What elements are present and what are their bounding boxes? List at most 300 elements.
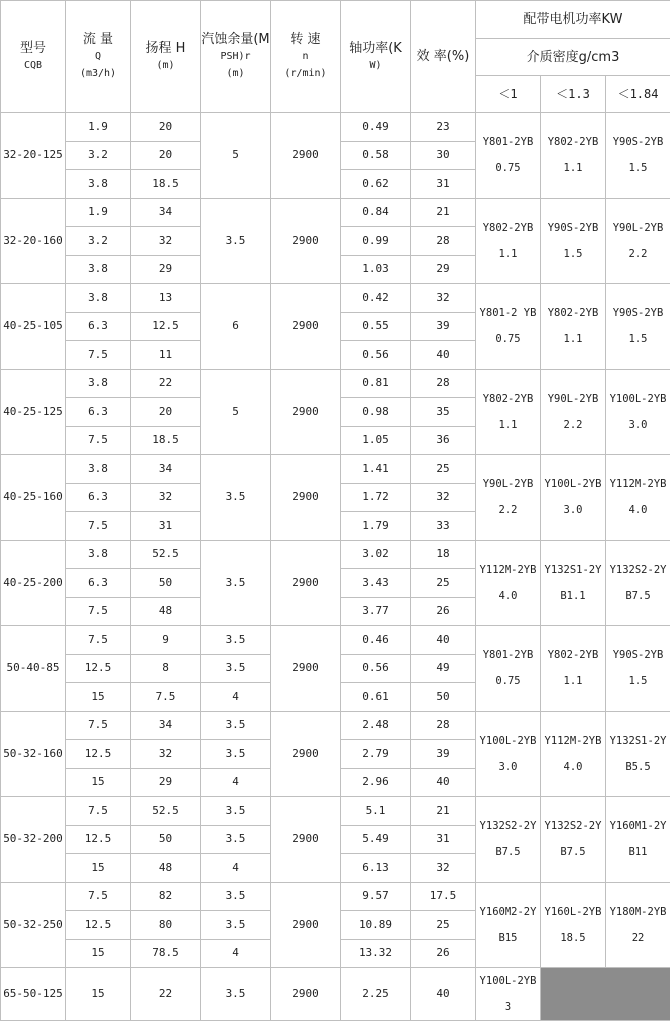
speed-cell: 2900 — [271, 797, 341, 883]
shaft-power-cell: 0.62 — [341, 170, 411, 199]
shaft-power-cell: 0.55 — [341, 312, 411, 341]
header-flow-symbol: Q — [94, 51, 102, 62]
model-cell: 50-32-200 — [1, 797, 66, 883]
efficiency-cell: 40 — [411, 341, 476, 370]
flow-cell: 12.5 — [66, 825, 131, 854]
npsh-cell: 4 — [201, 768, 271, 797]
efficiency-cell: 18 — [411, 540, 476, 569]
head-cell: 48 — [131, 597, 201, 626]
npsh-cell: 4 — [201, 939, 271, 968]
header-speed — [271, 1, 341, 113]
motor-power-value: 3 — [504, 1001, 512, 1013]
shaft-power-cell: 1.05 — [341, 426, 411, 455]
speed-cell: 2900 — [271, 540, 341, 626]
motor-power-value: 1.1 — [563, 333, 583, 346]
motor-cell — [541, 369, 606, 455]
motor-cell — [606, 113, 670, 199]
npsh-cell: 3.5 — [201, 882, 271, 911]
motor-cell — [541, 455, 606, 541]
shaft-power-cell: 0.84 — [341, 198, 411, 227]
shaft-power-cell: 3.77 — [341, 597, 411, 626]
head-cell: 80 — [131, 911, 201, 940]
motor-power-value: 4.0 — [498, 589, 518, 602]
motor-cell — [541, 711, 606, 797]
npsh-cell: 5 — [201, 113, 271, 199]
motor-model: Y802-2YB — [547, 307, 599, 320]
header-npsh-sub: PSH)r — [220, 51, 251, 62]
motor-model: Y180M-2YB — [609, 905, 667, 918]
motor-power-value: B5.5 — [625, 760, 651, 773]
motor-cell — [606, 455, 670, 541]
header-efficiency — [411, 1, 476, 113]
shaft-power-cell: 0.46 — [341, 626, 411, 655]
speed-cell: 2900 — [271, 369, 341, 455]
efficiency-cell: 28 — [411, 711, 476, 740]
efficiency-cell: 31 — [411, 170, 476, 199]
motor-power-value: B7.5 — [625, 589, 651, 602]
head-cell: 7.5 — [131, 683, 201, 712]
motor-power-value: B15 — [498, 931, 518, 944]
shaft-power-cell: 1.72 — [341, 483, 411, 512]
motor-model: Y160L-2YB — [544, 905, 602, 918]
efficiency-cell: 50 — [411, 683, 476, 712]
head-cell: 13 — [131, 284, 201, 313]
header-head-unit: (m) — [156, 59, 175, 71]
motor-model: Y90L-2YB — [482, 478, 534, 491]
header-npsh-unit: (m) — [226, 68, 245, 79]
speed-cell: 2900 — [271, 198, 341, 284]
motor-power-value: 1.1 — [498, 418, 518, 431]
motor-power-value: 1.5 — [563, 247, 583, 260]
motor-cell — [606, 198, 670, 284]
flow-cell: 12.5 — [66, 654, 131, 683]
motor-cell — [541, 797, 606, 883]
efficiency-cell: 26 — [411, 597, 476, 626]
speed-cell: 2900 — [271, 626, 341, 712]
npsh-cell: 4 — [201, 854, 271, 883]
flow-cell: 7.5 — [66, 512, 131, 541]
shaft-power-cell: 13.32 — [341, 939, 411, 968]
head-cell: 34 — [131, 455, 201, 484]
header-flow-unit: (m3/h) — [79, 68, 117, 79]
motor-power-value: 1.1 — [498, 247, 518, 260]
model-cell: 50-40-85 — [1, 626, 66, 712]
motor-power-value: 3.0 — [498, 760, 518, 773]
efficiency-cell: 28 — [411, 369, 476, 398]
motor-cell — [541, 113, 606, 199]
motor-model: Y90L-2YB — [547, 392, 599, 405]
motor-cell — [476, 882, 541, 968]
motor-cell — [541, 198, 606, 284]
motor-cell — [476, 198, 541, 284]
efficiency-cell: 30 — [411, 141, 476, 170]
npsh-cell: 3.5 — [201, 740, 271, 769]
efficiency-cell: 33 — [411, 512, 476, 541]
flow-cell: 3.2 — [66, 227, 131, 256]
motor-model: Y100L-2YB — [479, 734, 537, 747]
motor-model: Y100L-2YB — [609, 392, 667, 405]
motor-model: Y90S-2YB — [547, 221, 599, 234]
motor-power-value: 0.75 — [495, 675, 521, 688]
motor-model: Y801-2 YB — [479, 307, 537, 320]
motor-power-value: B7.5 — [495, 846, 521, 859]
flow-cell: 3.8 — [66, 284, 131, 313]
motor-model: Y802-2YB — [547, 649, 599, 662]
npsh-cell: 3.5 — [201, 968, 271, 1021]
head-cell: 34 — [131, 711, 201, 740]
motor-cell — [541, 882, 606, 968]
npsh-cell: 5 — [201, 369, 271, 455]
head-cell: 22 — [131, 369, 201, 398]
motor-power-value: 4.0 — [628, 504, 648, 517]
model-cell: 32-20-125 — [1, 113, 66, 199]
efficiency-cell: 32 — [411, 284, 476, 313]
flow-cell: 15 — [66, 854, 131, 883]
flow-cell: 7.5 — [66, 426, 131, 455]
flow-cell: 6.3 — [66, 312, 131, 341]
shaft-power-cell: 5.1 — [341, 797, 411, 826]
motor-power-value: 1.1 — [563, 675, 583, 688]
header-head — [131, 1, 201, 113]
table-row — [1, 113, 670, 142]
motor-model: Y801-2YB — [482, 136, 534, 149]
speed-cell: 2900 — [271, 284, 341, 370]
motor-model: Y160M2-2Y — [479, 905, 537, 918]
motor-model: Y132S1-2Y — [609, 734, 667, 747]
shaft-power-cell: 0.56 — [341, 654, 411, 683]
header-model — [1, 1, 66, 113]
npsh-cell: 3.5 — [201, 911, 271, 940]
motor-cell — [606, 711, 670, 797]
motor-cell — [606, 284, 670, 370]
efficiency-cell: 31 — [411, 825, 476, 854]
head-cell: 20 — [131, 113, 201, 142]
motor-power-value: 1.5 — [628, 333, 648, 346]
npsh-cell: 3.5 — [201, 797, 271, 826]
flow-cell: 7.5 — [66, 882, 131, 911]
model-cell: 40-25-125 — [1, 369, 66, 455]
shaft-power-cell: 1.79 — [341, 512, 411, 541]
efficiency-cell: 40 — [411, 968, 476, 1021]
motor-model: Y132S2-2Y — [479, 820, 537, 833]
table-row — [1, 711, 670, 740]
efficiency-cell: 21 — [411, 797, 476, 826]
shaft-power-cell: 3.43 — [341, 569, 411, 598]
head-cell: 20 — [131, 141, 201, 170]
header-model-label: 型号 — [19, 40, 46, 56]
flow-cell: 15 — [66, 683, 131, 712]
motor-cell — [476, 626, 541, 712]
flow-cell: 3.2 — [66, 141, 131, 170]
header-flow-label: 流 量 — [82, 32, 114, 47]
motor-power-value: 0.75 — [495, 162, 521, 175]
shaft-power-cell: 0.58 — [341, 141, 411, 170]
header-density-lt-1: ＜1 — [476, 76, 541, 113]
shaft-power-cell: 0.81 — [341, 369, 411, 398]
motor-model: Y132S2-2Y — [544, 820, 602, 833]
efficiency-cell: 28 — [411, 227, 476, 256]
head-cell: 18.5 — [131, 170, 201, 199]
efficiency-cell: 32 — [411, 483, 476, 512]
shaft-power-cell: 0.99 — [341, 227, 411, 256]
motor-power-value: 4.0 — [563, 760, 583, 773]
head-cell: 9 — [131, 626, 201, 655]
head-cell: 31 — [131, 512, 201, 541]
header-density-label: 介质密度g/cm3 — [526, 49, 620, 65]
flow-cell: 15 — [66, 768, 131, 797]
table-row — [1, 369, 670, 398]
shaft-power-cell: 2.25 — [341, 968, 411, 1021]
flow-cell: 15 — [66, 939, 131, 968]
table-body — [1, 1, 670, 1021]
efficiency-cell: 25 — [411, 911, 476, 940]
head-cell: 18.5 — [131, 426, 201, 455]
header-density-lt-1-3: ＜1.3 — [541, 76, 606, 113]
efficiency-cell: 25 — [411, 569, 476, 598]
header-npsh-label: 汽蚀余量(M — [201, 32, 270, 47]
head-cell: 52.5 — [131, 797, 201, 826]
shaft-power-cell: 6.13 — [341, 854, 411, 883]
shaft-power-cell: 1.03 — [341, 255, 411, 284]
motor-power-value: 18.5 — [560, 931, 586, 944]
motor-model: Y802-2YB — [547, 136, 599, 149]
motor-cell — [476, 455, 541, 541]
model-cell: 32-20-160 — [1, 198, 66, 284]
motor-cell — [476, 711, 541, 797]
head-cell: 12.5 — [131, 312, 201, 341]
motor-model: Y802-2YB — [482, 392, 534, 405]
efficiency-cell: 36 — [411, 426, 476, 455]
flow-cell: 7.5 — [66, 626, 131, 655]
motor-cell — [606, 626, 670, 712]
efficiency-cell: 25 — [411, 455, 476, 484]
flow-cell: 3.8 — [66, 369, 131, 398]
motor-power-value: 2.2 — [628, 247, 648, 260]
efficiency-cell: 23 — [411, 113, 476, 142]
shaft-power-cell: 2.48 — [341, 711, 411, 740]
efficiency-cell: 40 — [411, 626, 476, 655]
flow-cell: 15 — [66, 968, 131, 1021]
table-row — [1, 455, 670, 484]
motor-model: Y112M-2YB — [479, 563, 537, 576]
shaft-power-cell: 5.49 — [341, 825, 411, 854]
efficiency-cell: 39 — [411, 740, 476, 769]
flow-cell: 6.3 — [66, 483, 131, 512]
motor-model: Y90L-2YB — [612, 221, 664, 234]
shaft-power-cell: 2.96 — [341, 768, 411, 797]
table-row — [1, 626, 670, 655]
flow-cell: 7.5 — [66, 341, 131, 370]
model-cell: 50-32-160 — [1, 711, 66, 797]
npsh-cell: 3.5 — [201, 654, 271, 683]
header-shaft-power — [341, 1, 411, 113]
table-row — [1, 968, 670, 1021]
efficiency-cell: 26 — [411, 939, 476, 968]
shaft-power-cell: 0.61 — [341, 683, 411, 712]
header-flow — [66, 1, 131, 113]
table-row — [1, 540, 670, 569]
motor-power-value: 2.2 — [498, 504, 518, 517]
npsh-cell: 4 — [201, 683, 271, 712]
motor-power-value: 22 — [631, 931, 645, 944]
head-cell: 52.5 — [131, 540, 201, 569]
motor-model: Y132S2-2Y — [609, 563, 667, 576]
head-cell: 78.5 — [131, 939, 201, 968]
motor-cell — [476, 540, 541, 626]
head-cell: 82 — [131, 882, 201, 911]
header-model-sub: CQB — [23, 59, 43, 71]
speed-cell: 2900 — [271, 882, 341, 968]
flow-cell: 3.8 — [66, 540, 131, 569]
efficiency-cell: 32 — [411, 854, 476, 883]
motor-power-value: 2.2 — [563, 418, 583, 431]
motor-model: Y112M-2YB — [544, 734, 602, 747]
motor-model: Y90S-2YB — [612, 649, 664, 662]
motor-power-value: B1.1 — [560, 589, 586, 602]
head-cell: 11 — [131, 341, 201, 370]
motor-model: Y90S-2YB — [612, 307, 664, 320]
head-cell: 34 — [131, 198, 201, 227]
npsh-cell: 3.5 — [201, 455, 271, 541]
model-cell: 50-32-250 — [1, 882, 66, 968]
flow-cell: 1.9 — [66, 198, 131, 227]
motor-model: Y801-2YB — [482, 649, 534, 662]
motor-power-value: 0.75 — [495, 333, 521, 346]
npsh-cell: 3.5 — [201, 711, 271, 740]
header-row — [1, 1, 670, 39]
motor-cell — [606, 882, 670, 968]
head-cell: 50 — [131, 825, 201, 854]
model-cell: 40-25-200 — [1, 540, 66, 626]
shaft-power-cell: 2.79 — [341, 740, 411, 769]
flow-cell: 6.3 — [66, 569, 131, 598]
npsh-cell: 3.5 — [201, 825, 271, 854]
header-speed-label: 转 速 — [290, 32, 321, 47]
flow-cell: 7.5 — [66, 797, 131, 826]
efficiency-cell: 29 — [411, 255, 476, 284]
empty-gray-cell — [541, 968, 670, 1021]
head-cell: 32 — [131, 483, 201, 512]
shaft-power-cell: 0.56 — [341, 341, 411, 370]
motor-cell — [541, 626, 606, 712]
motor-model: Y100L-2YB — [479, 975, 537, 987]
header-npsh — [201, 1, 271, 113]
head-cell: 32 — [131, 740, 201, 769]
motor-power-value: 1.5 — [628, 675, 648, 688]
head-cell: 8 — [131, 654, 201, 683]
flow-cell: 6.3 — [66, 398, 131, 427]
efficiency-cell: 49 — [411, 654, 476, 683]
motor-cell — [476, 113, 541, 199]
table-row — [1, 797, 670, 826]
motor-model: Y112M-2YB — [609, 478, 667, 491]
shaft-power-cell: 0.42 — [341, 284, 411, 313]
shaft-power-cell: 0.49 — [341, 113, 411, 142]
motor-cell — [541, 284, 606, 370]
motor-cell — [606, 540, 670, 626]
motor-power-value: 3.0 — [628, 418, 648, 431]
flow-cell: 12.5 — [66, 740, 131, 769]
flow-cell: 7.5 — [66, 597, 131, 626]
model-cell: 40-25-160 — [1, 455, 66, 541]
shaft-power-cell: 0.98 — [341, 398, 411, 427]
model-cell: 40-25-105 — [1, 284, 66, 370]
shaft-power-cell: 1.41 — [341, 455, 411, 484]
motor-power-value: 1.1 — [563, 162, 583, 175]
motor-cell — [541, 540, 606, 626]
head-cell: 29 — [131, 768, 201, 797]
header-motor-power — [476, 1, 670, 39]
shaft-power-cell: 10.89 — [341, 911, 411, 940]
shaft-power-cell: 3.02 — [341, 540, 411, 569]
flow-cell: 12.5 — [66, 911, 131, 940]
motor-power-value: 3.0 — [563, 504, 583, 517]
table-row — [1, 284, 670, 313]
header-motor-power-label: 配带电机功率KW — [523, 12, 623, 27]
head-cell: 22 — [131, 968, 201, 1021]
motor-power-value: B7.5 — [560, 846, 586, 859]
header-shaft-power-unit: W) — [369, 59, 382, 71]
header-density-lt-1-84: ＜1.84 — [606, 76, 670, 113]
speed-cell: 2900 — [271, 711, 341, 797]
table-row — [1, 198, 670, 227]
model-cell: 65-50-125 — [1, 968, 66, 1021]
motor-cell — [476, 797, 541, 883]
motor-power-value: B11 — [628, 846, 648, 859]
shaft-power-cell: 9.57 — [341, 882, 411, 911]
header-efficiency-label: 效 率(%) — [416, 49, 470, 64]
motor-model: Y100L-2YB — [544, 478, 602, 491]
npsh-cell: 3.5 — [201, 198, 271, 284]
flow-cell: 1.9 — [66, 113, 131, 142]
head-cell: 48 — [131, 854, 201, 883]
motor-power-value: 1.5 — [628, 162, 648, 175]
header-head-label: 扬程 H — [145, 40, 186, 56]
flow-cell: 3.8 — [66, 455, 131, 484]
head-cell: 20 — [131, 398, 201, 427]
header-density — [476, 39, 670, 76]
efficiency-cell: 40 — [411, 768, 476, 797]
speed-cell: 2900 — [271, 968, 341, 1021]
header-speed-unit: (r/min) — [284, 68, 327, 79]
header-shaft-power-label: 轴功率(K — [349, 40, 402, 56]
header-speed-symbol: n — [302, 51, 309, 62]
motor-cell — [476, 284, 541, 370]
efficiency-cell: 21 — [411, 198, 476, 227]
efficiency-cell: 39 — [411, 312, 476, 341]
efficiency-cell: 17.5 — [411, 882, 476, 911]
motor-model: Y160M1-2Y — [609, 820, 667, 833]
motor-model: Y90S-2YB — [612, 136, 664, 149]
head-cell: 50 — [131, 569, 201, 598]
efficiency-cell: 35 — [411, 398, 476, 427]
motor-cell — [476, 369, 541, 455]
npsh-cell: 3.5 — [201, 626, 271, 655]
npsh-cell: 3.5 — [201, 540, 271, 626]
motor-model: Y132S1-2Y — [544, 563, 602, 576]
flow-cell: 7.5 — [66, 711, 131, 740]
motor-cell — [606, 369, 670, 455]
motor-cell — [476, 968, 541, 1021]
motor-model: Y802-2YB — [482, 221, 534, 234]
head-cell: 32 — [131, 227, 201, 256]
flow-cell: 3.8 — [66, 255, 131, 284]
speed-cell: 2900 — [271, 113, 341, 199]
speed-cell: 2900 — [271, 455, 341, 541]
npsh-cell: 6 — [201, 284, 271, 370]
flow-cell: 3.8 — [66, 170, 131, 199]
motor-cell — [606, 797, 670, 883]
